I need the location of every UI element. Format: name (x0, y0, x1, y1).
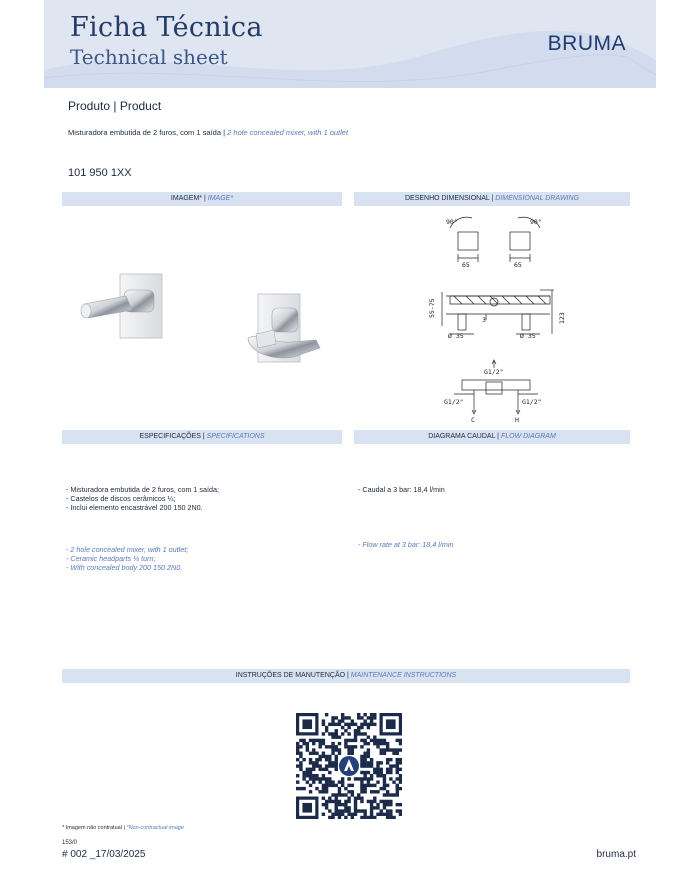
maintenance-section-pt: INSTRUÇÕES DE MANUTENÇÃO (235, 672, 346, 679)
product-label: Produto | Product (68, 99, 162, 113)
drawing-section-en: DIMENSIONAL DRAWING (495, 195, 580, 202)
depth-range-label: 55-75 (428, 298, 436, 318)
image-section-en: IMAGE* (207, 195, 234, 202)
specs-section-header: ESPECIFICAÇÕES | SPECIFICATIONS (62, 430, 342, 444)
flow-rate-en: - Flow rate at 3 bar: 18,4 l/min (358, 540, 454, 549)
specs-section-pt: ESPECIFICAÇÕES (139, 433, 201, 440)
mixer-illustration (62, 214, 342, 424)
dimensional-drawing (354, 214, 630, 426)
product-description-en: 2 hole concealed mixer, with 1 outlet (227, 128, 349, 137)
maintenance-qr-code[interactable] (296, 713, 402, 823)
maintenance-section-en: MAINTENANCE INSTRUCTIONS (350, 672, 457, 679)
section-view (442, 290, 554, 334)
header-banner (44, 0, 656, 88)
product-label-en: Product (119, 99, 162, 113)
height-label: 123 (558, 312, 566, 324)
product-code: 101 950 1XX (68, 167, 132, 179)
spec-en-item: - With concealed body 200 150 2N0. (66, 563, 183, 572)
spec-en-item: - 2 hole concealed mixer, with 1 outlet; (66, 545, 189, 554)
title-pt: Ficha Técnica (70, 12, 263, 43)
website-link[interactable]: bruma.pt (596, 849, 636, 860)
qr-code-graphic[interactable] (296, 713, 402, 819)
maintenance-section-header: INSTRUÇÕES DE MANUTENÇÃO | MAINTENANCE INSTRUCTIONS (62, 669, 630, 683)
disclaimer-en: *Non-contractual image (126, 825, 184, 831)
offset-label: 3 (482, 316, 486, 324)
flow-section-header: DIAGRAMA CAUDAL | FLOW DIAGRAM (354, 430, 630, 444)
drawing-section-pt: DESENHO DIMENSIONAL (404, 195, 490, 202)
specs-section-en: SPECIFICATIONS (206, 433, 265, 440)
cold-label: C (471, 416, 475, 424)
image-section-pt: IMAGEM* (170, 195, 203, 202)
spec-pt-item: - Misturadora embutida de 2 furos, com 1 saída; (66, 485, 220, 494)
product-label-pt: Produto (68, 99, 111, 113)
disclaimer-pt: * Imagem não contratual (62, 825, 122, 831)
technical-drawing (354, 214, 630, 426)
spec-pt-item: - Castelos de discos cerâmicos ¼; (66, 494, 176, 503)
flow-section-pt: DIAGRAMA CAUDAL (428, 433, 496, 440)
flow-rate-pt: - Caudal a 3 bar: 18,4 l/min (358, 485, 445, 494)
product-image (62, 214, 342, 424)
drawing-section-header: DESENHO DIMENSIONAL | DIMENSIONAL DRAWING (354, 192, 630, 206)
inlet-left-label: G1/2" (444, 398, 464, 406)
specifications-pt (66, 485, 219, 512)
dia-left-label: Ø 35 (448, 332, 464, 340)
specifications-en (66, 545, 188, 572)
outlet-label: G1/2" (484, 368, 504, 376)
dia-right-label: Ø 35 (520, 332, 536, 340)
image-section-header: IMAGEM* | IMAGE* (62, 192, 342, 206)
spec-pt-item: - Inclui elemento encastrável 200 150 2N0. (66, 503, 203, 512)
product-description-pt: Misturadora embutida de 2 furos, com 1 saída (68, 128, 221, 137)
brand-logo: BRUMA (547, 32, 626, 55)
title-en: Technical sheet (70, 45, 228, 69)
hot-label: H (515, 416, 519, 424)
product-description: Misturadora embutida de 2 furos, com 1 saída | 2 hole concealed mixer, with 1 outlet (68, 128, 349, 137)
spec-en-item: - Ceramic headparts ¼ turn; (66, 554, 156, 563)
angle-left-label: 90° (446, 218, 458, 226)
document-number: 153/0 (62, 840, 78, 846)
document-date: # 002 _17/03/2025 (62, 849, 146, 860)
width-left-label: 65 (462, 261, 470, 269)
image-disclaimer: * Imagem não contratual | *Non-contractual image (62, 825, 184, 831)
width-right-label: 65 (514, 261, 522, 269)
flow-section-en: FLOW DIAGRAM (500, 433, 556, 440)
angle-right-label: 90° (530, 218, 542, 226)
inlet-right-label: G1/2" (522, 398, 542, 406)
